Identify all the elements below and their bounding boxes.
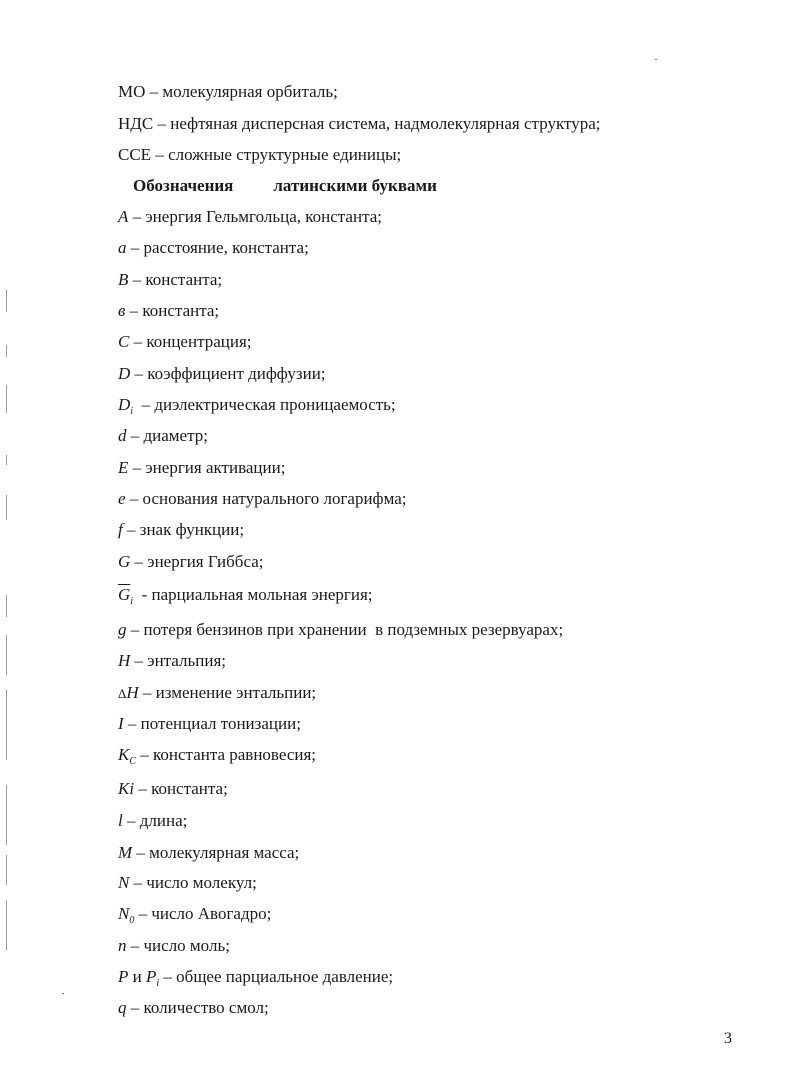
abbrev-term: НДС [118,114,154,133]
abbrev-line [118,114,600,134]
symbol-line [118,520,244,540]
separator: – [138,683,156,702]
separator: – [136,745,154,764]
symbol-line [118,395,396,422]
symbol-definition: потенциал тонизации; [140,714,301,733]
scan-mark [6,455,7,465]
scan-mark [6,635,7,675]
symbol-definition: энергия Гиббса; [147,552,264,571]
symbol-subscript: i [156,978,160,989]
symbol: H [126,683,139,702]
abbrev-line [118,145,401,165]
symbol-subscript: 0 [129,915,135,926]
symbol: Ki [118,779,135,798]
symbol-line [118,779,228,799]
symbol-definition: потеря бензинов при хранении в подземных резервуарах; [143,620,564,639]
symbol-definition: число молекул; [146,873,257,892]
symbol-definition: количество смол; [143,998,269,1017]
separator: – [126,426,144,445]
symbol-line [118,207,382,227]
symbol-line [118,998,269,1018]
abbrev-text: сложные структурные единицы; [168,145,402,164]
section-heading [133,176,437,196]
separator: – [125,301,143,320]
symbol-definition: знак функции; [139,520,245,539]
separator: - [133,585,152,604]
separator: – [126,620,144,639]
abbrev-line [118,82,338,102]
symbol: C [118,332,130,351]
symbol-line [118,458,285,478]
separator: – [130,552,148,571]
separator: – [128,207,146,226]
symbol-definition: молекулярная масса; [149,843,300,862]
symbol: H [118,651,131,670]
separator: – [130,364,148,383]
symbol-definition: длина; [139,811,188,830]
symbol-line [118,301,219,321]
abbrev-text: нефтяная дисперсная система, надмолекулярная структура; [170,114,601,133]
separator: – [125,489,143,508]
symbol-definition: константа; [145,270,223,289]
symbol-line [118,620,563,640]
delta-prefix: Δ [118,686,127,701]
symbol-line [118,238,309,258]
symbol: a [118,238,127,257]
symbol-line [118,936,230,956]
scan-mark [6,595,7,617]
symbol: в [118,301,126,320]
scan-mark [6,855,7,885]
separator: – [126,998,144,1017]
symbol: d [118,426,127,445]
symbol-line [118,811,187,831]
symbol-line [118,489,407,509]
separator: – [123,714,141,733]
symbol-subscript: i [130,406,134,417]
symbol: G [118,552,131,571]
symbol-definition: коэффициент диффузии; [147,364,326,383]
symbol: e [118,489,126,508]
abbrev-term: ССЕ [118,145,152,164]
scan-mark [6,690,7,760]
scan-mark [6,385,7,413]
symbol: B [118,270,129,289]
separator: – [132,843,150,862]
separator: – [129,332,147,351]
symbol: q [118,998,127,1017]
symbol-line [118,364,326,384]
symbol: D [118,395,131,414]
symbol-line [118,426,208,446]
separator: – [122,520,140,539]
symbol: l [118,811,123,830]
symbol-line [118,967,393,994]
symbol: f [118,520,123,539]
symbol-definition: концентрация; [146,332,252,351]
symbol: A [118,207,129,226]
symbol: P [146,967,157,986]
symbol-definition: число Авогадро; [151,904,272,923]
scan-dot [655,59,657,60]
symbol-definition: диаметр; [143,426,208,445]
separator: – [122,811,140,830]
symbol-line [118,745,316,772]
scan-dot [62,993,64,994]
scan-mark [6,785,7,845]
symbol-definition: диэлектрическая проницаемость; [154,395,396,414]
separator: – [128,270,146,289]
conjunction: и [128,967,146,986]
separator: – [126,936,144,955]
scan-mark [6,900,7,950]
scan-mark [6,290,7,312]
symbol: E [118,458,129,477]
symbol-definition: изменение энтальпии; [155,683,317,702]
symbol-definition: парциальная мольная энергия; [151,585,373,604]
symbol-line [118,714,301,734]
symbol-line [118,843,299,863]
symbol: N [118,904,130,923]
symbol-subscript: i [130,596,134,607]
symbol: D [118,364,131,383]
separator: – [128,458,146,477]
symbol-line [118,904,271,931]
symbol-line [118,873,257,893]
symbol-line [118,651,226,671]
symbol: N [118,873,130,892]
scan-mark [6,345,7,357]
heading-right: латинскими буквами [273,176,437,195]
symbol: $\overline{G}$ [118,585,131,604]
separator: – [153,114,171,133]
abbrev-term: МО [118,82,146,101]
separator: – [159,967,177,986]
separator: – [134,904,152,923]
symbol-definition: энергия активации; [145,458,286,477]
separator: – [129,873,147,892]
symbol-definition: расстояние, константа; [143,238,309,257]
symbol-definition: константа равновесия; [153,745,317,764]
heading-left: Обозначения [133,176,234,195]
symbol: g [118,620,127,639]
symbol-definition: основания натурального логарифма; [142,489,407,508]
symbol: M [118,843,133,862]
symbol-line [118,552,263,572]
symbol-definition: энтальпия; [147,651,226,670]
separator: – [130,651,148,670]
symbol: P [118,967,129,986]
abbrev-text: молекулярная орбиталь; [162,82,338,101]
symbol-definition: число моль; [143,936,230,955]
symbol-line [118,270,222,290]
symbol-line [118,683,316,704]
symbol-definition: энергия Гельмгольца, константа; [145,207,382,226]
symbol: I [118,714,124,733]
separator: – [151,145,169,164]
symbol-subscript: C [129,756,137,767]
scan-mark [6,495,7,520]
separator: – [126,238,144,257]
symbol-definition: константа; [142,301,220,320]
symbol-definition: общее парциальное давление; [176,967,394,986]
symbol-line [118,332,252,352]
separator: – [145,82,163,101]
symbol: K [118,745,130,764]
symbol-line [118,585,373,612]
separator: – [133,395,155,414]
symbol: n [118,936,127,955]
page-number: 3 [724,1030,732,1047]
separator: – [134,779,152,798]
symbol-definition: константа; [151,779,228,798]
